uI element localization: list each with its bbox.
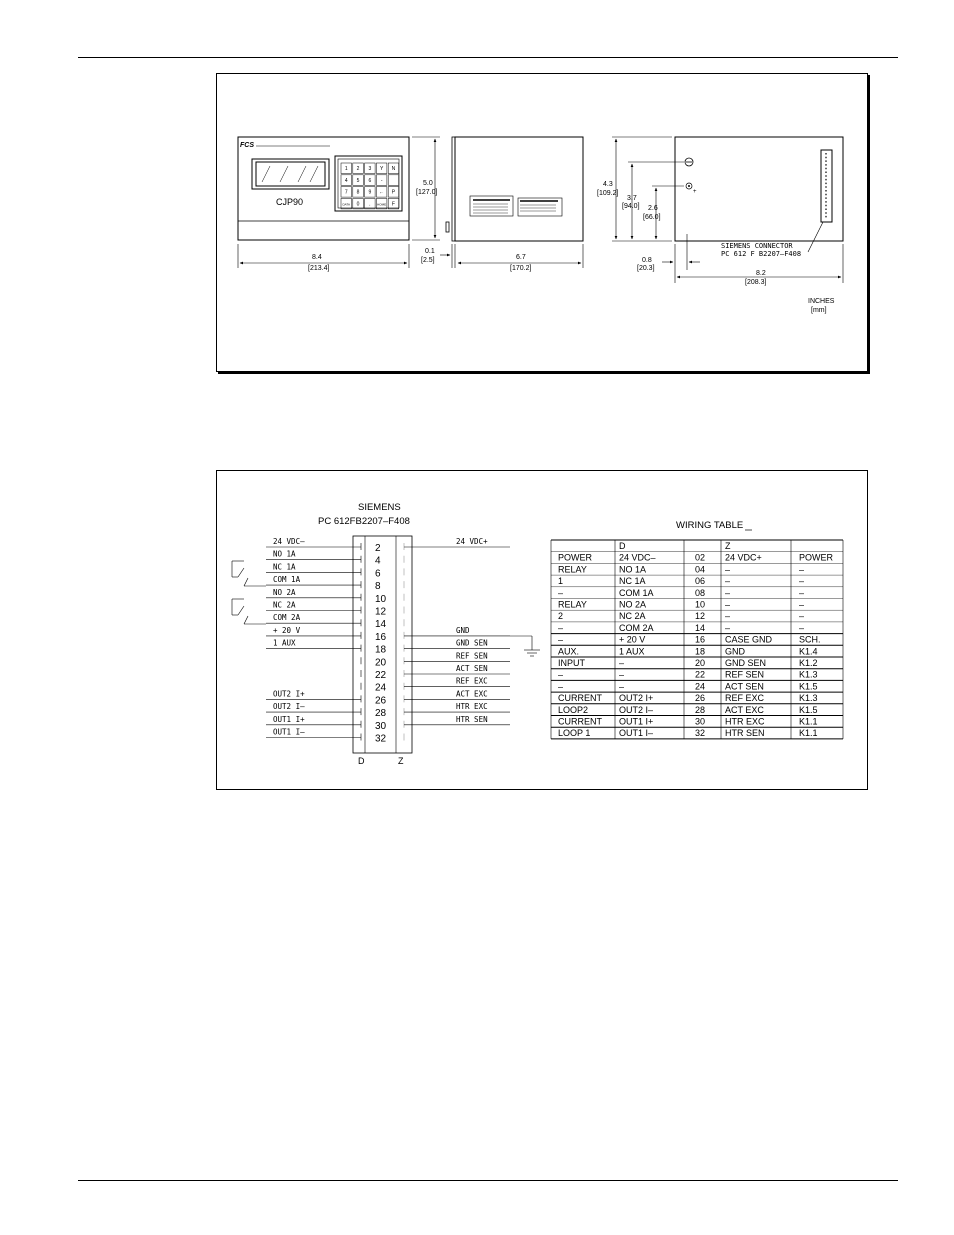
table-cell: – — [725, 622, 731, 633]
table-cell: OUT1 I– — [619, 728, 654, 739]
pin-number: 14 — [375, 619, 387, 631]
keypad-key-label: 4 — [344, 177, 348, 184]
table-cell: 18 — [695, 646, 706, 657]
table-cell: CURRENT — [558, 716, 602, 727]
keypad-key-label: F — [391, 201, 395, 208]
dim-rear-mid-mm: [94.0] — [622, 203, 640, 210]
table-cell: GND SEN — [725, 658, 767, 668]
dim-rear-width-in: 8.2 — [756, 270, 766, 277]
keypad-key-label: 3 — [368, 166, 372, 172]
left-wire-label: OUT1 I– — [273, 727, 305, 737]
table-cell: LOOP2 — [558, 704, 589, 715]
left-wire-label: COM 2A — [273, 613, 301, 623]
keypad-key-label: 6 — [368, 177, 372, 184]
table-cell: – — [725, 564, 731, 575]
table-cell: K1.3 — [799, 693, 818, 704]
right-wire-label: 24 VDC+ — [456, 537, 488, 546]
table-cell: NC 2A — [619, 611, 646, 622]
left-wire-label: NO 1A — [273, 549, 296, 559]
table-cell: – — [799, 564, 805, 575]
table-cell: 02 — [695, 552, 706, 563]
table-cell: SCH. — [799, 634, 821, 645]
table-cell: + 20 V — [619, 634, 646, 645]
pin-number: 32 — [375, 733, 387, 745]
keypad-key-label: 1 — [344, 166, 348, 172]
table-cell: 26 — [695, 693, 706, 704]
table-cell: OUT2 I+ — [619, 693, 654, 704]
table-cell: 06 — [695, 576, 706, 587]
table-cell: 1 AUX — [619, 646, 645, 657]
table-cell: POWER — [558, 552, 593, 563]
keypad-key-label: DATA — [342, 202, 351, 207]
table-cell: LOOP 1 — [558, 728, 591, 739]
table-cell: – — [799, 611, 805, 622]
pin-number: 24 — [375, 682, 387, 694]
table-cell: REF EXC — [725, 693, 765, 704]
table-cell: – — [558, 622, 564, 633]
table-cell: – — [799, 587, 805, 598]
right-wire-label: GND — [456, 625, 470, 635]
pin-number: 22 — [375, 670, 387, 681]
front-logo: FCS — [240, 142, 254, 149]
keypad-key-label: Y — [379, 166, 384, 172]
left-wire-label: COM 1A — [273, 575, 301, 585]
table-cell: K1.5 — [799, 704, 818, 715]
left-wire-label: NO 2A — [273, 587, 296, 597]
table-cell: 24 VDC+ — [725, 552, 762, 563]
dim-connector-offset-in: 0.8 — [642, 257, 652, 264]
table-cell: RELAY — [558, 599, 587, 610]
table-cell: 20 — [695, 658, 706, 668]
table-cell: NO 1A — [619, 564, 647, 575]
table-cell: GND — [725, 646, 745, 657]
keypad-key-label: P — [391, 189, 396, 196]
table-cell: CASE GND — [725, 634, 773, 645]
table-cell: 22 — [695, 669, 706, 680]
units-label: INCHES — [808, 298, 835, 305]
table-cell: – — [799, 622, 805, 633]
dim-rear-mid-in: 3.7 — [627, 195, 637, 202]
table-cell: 32 — [695, 728, 706, 739]
column-d-label: D — [358, 756, 365, 766]
table-cell: POWER — [799, 552, 834, 563]
dim-rear-width-mm: [208.3] — [745, 279, 767, 286]
table-header-cell: D — [619, 541, 626, 551]
table-cell: – — [725, 599, 731, 610]
table-cell: 16 — [695, 634, 706, 645]
right-wire-label: REF EXC — [456, 676, 488, 686]
table-cell: OUT1 I+ — [619, 716, 654, 727]
dim-depth-mm: [170.2] — [510, 265, 532, 272]
left-wire-label: NC 1A — [273, 562, 296, 572]
keypad-key-label: 8 — [356, 189, 360, 196]
table-cell: RELAY — [558, 564, 587, 575]
table-cell: ACT SEN — [725, 681, 764, 692]
pin-number: 4 — [375, 555, 381, 567]
left-wire-label: + 20 V — [273, 625, 301, 635]
right-wire-label: HTR EXC — [456, 702, 488, 712]
right-wire-label: REF SEN — [456, 651, 488, 661]
dim-rear-low-mm: [66.0] — [643, 214, 661, 221]
pin-number: 6 — [375, 568, 381, 580]
table-cell: 30 — [695, 716, 706, 727]
table-cell: – — [558, 634, 564, 645]
table-cell: – — [558, 587, 564, 598]
pin-number: 20 — [375, 657, 387, 669]
right-wire-label: ACT SEN — [456, 664, 488, 673]
table-cell: – — [799, 576, 805, 587]
dim-bezel-in: 0.1 — [425, 248, 435, 255]
right-wire-label: ACT EXC — [456, 689, 488, 699]
table-cell: CURRENT — [558, 693, 602, 704]
connector-title: SIEMENS — [358, 502, 401, 513]
keypad-key-label: - — [380, 177, 383, 184]
svg-text:+: + — [693, 189, 697, 195]
keypad-key-label: N — [391, 166, 396, 172]
units-mm-label: [mm] — [811, 307, 827, 314]
table-cell: NO 2A — [619, 599, 647, 610]
keypad-key-label: 9 — [368, 189, 372, 196]
table-cell: 14 — [695, 622, 706, 633]
table-cell: – — [619, 669, 625, 680]
dim-width-mm: [213.4] — [308, 265, 330, 272]
table-cell: K1.1 — [799, 716, 818, 727]
left-wire-label: OUT2 I– — [273, 702, 305, 712]
table-cell: – — [725, 611, 731, 622]
dim-connector-offset-mm: [20.3] — [637, 265, 655, 272]
table-cell: OUT2 I– — [619, 704, 654, 715]
model-label: CJP90 — [276, 197, 304, 207]
table-cell: K1.4 — [799, 646, 818, 657]
pin-number: 16 — [375, 631, 387, 643]
column-z-label: Z — [398, 756, 404, 766]
table-cell: K1.2 — [799, 658, 818, 668]
table-cell: – — [558, 669, 564, 680]
left-wire-label: OUT1 I+ — [273, 714, 305, 724]
dim-bezel-mm: [2.5] — [421, 257, 435, 264]
table-cell: NC 1A — [619, 576, 646, 587]
left-wire-label: 24 VDC– — [273, 537, 305, 546]
left-wire-label: OUT2 I+ — [273, 689, 305, 699]
table-cell: K1.1 — [799, 728, 818, 739]
dim-rear-low-in: 2.6 — [648, 205, 658, 212]
table-header-cell: Z — [725, 541, 731, 551]
pin-number: 30 — [375, 720, 387, 732]
table-cell: – — [619, 658, 625, 668]
table-cell: K1.5 — [799, 681, 818, 692]
table-cell: REF SEN — [725, 669, 765, 680]
table-cell: – — [725, 587, 731, 598]
keypad-key-label: 7 — [344, 189, 348, 196]
dim-width-in: 8.4 — [312, 254, 322, 261]
table-cell: ACT EXC — [725, 704, 764, 715]
table-cell: 24 VDC– — [619, 552, 656, 563]
left-wire-label: NC 2A — [273, 600, 296, 610]
keypad-key-label: HOME — [377, 202, 387, 207]
table-cell: 04 — [695, 564, 706, 575]
table-cell: – — [558, 681, 564, 692]
left-wire-label: 1 AUX — [273, 638, 296, 648]
table-cell: 2 — [558, 611, 564, 622]
keypad-key-label: 2 — [356, 166, 360, 172]
pin-number: 2 — [375, 543, 381, 554]
keypad-key-label: . — [369, 201, 371, 208]
connector-note-line1: SIEMENS CONNECTOR — [721, 242, 793, 250]
table-cell: – — [799, 599, 805, 610]
table-cell: HTR SEN — [725, 728, 765, 739]
pin-number: 10 — [375, 593, 387, 605]
pin-number: 12 — [375, 606, 387, 618]
table-cell: 08 — [695, 587, 706, 598]
pin-number: 28 — [375, 708, 387, 720]
wiring-table-title: WIRING TABLE — [676, 520, 744, 531]
table-cell: HTR EXC — [725, 716, 765, 727]
table-cell: AUX. — [558, 646, 580, 657]
dim-height-mm: [127.0] — [416, 189, 438, 196]
table-cell: COM 2A — [619, 622, 654, 633]
right-wire-label: GND SEN — [456, 638, 488, 648]
connector-part-number: PC 612FB2207–F408 — [318, 516, 410, 527]
table-cell: 28 — [695, 704, 706, 715]
keypad-key-label: 0 — [356, 201, 360, 208]
pin-number: 26 — [375, 695, 387, 707]
table-cell: 1 — [558, 576, 564, 587]
dim-rear-height-mm: [109.2] — [597, 190, 619, 197]
table-cell: 10 — [695, 599, 706, 610]
right-wire-label: HTR SEN — [456, 714, 488, 724]
table-cell: 24 — [695, 681, 706, 692]
keypad-key-label: 5 — [356, 177, 360, 184]
dim-depth-in: 6.7 — [516, 254, 526, 261]
connector-note-line2: PC 612 F B2207–F408 — [721, 250, 802, 258]
table-cell: K1.3 — [799, 669, 818, 680]
table-cell: COM 1A — [619, 587, 654, 598]
pin-number: 8 — [375, 581, 381, 593]
keypad-key-label: ← — [379, 189, 385, 196]
dim-rear-height-in: 4.3 — [603, 181, 613, 188]
table-cell: – — [725, 576, 731, 587]
pin-number: 18 — [375, 644, 387, 656]
table-cell: 12 — [695, 611, 706, 622]
table-cell: INPUT — [558, 658, 585, 668]
table-cell: – — [619, 681, 625, 692]
dim-height-in: 5.0 — [423, 180, 433, 187]
